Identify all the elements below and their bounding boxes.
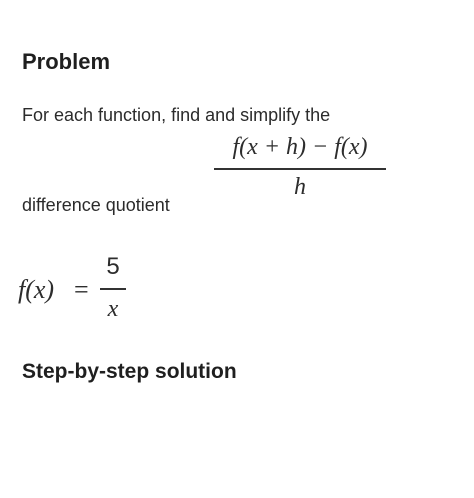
difference-quotient-fraction-bar [214,168,386,170]
problem-heading: Problem [22,49,111,74]
difference-quotient-label: difference quotient [22,195,170,215]
difference-quotient-denominator: h [294,174,306,200]
function-equals-sign: = [74,275,89,304]
function-lhs: f(x) [18,275,55,304]
function-numerator: 5 [106,253,120,280]
difference-quotient-numerator: f(x + h) − f(x) [232,134,368,160]
function-denominator: x [107,296,119,322]
solution-heading: Step-by-step solution [22,360,237,383]
problem-instruction: For each function, find and simplify the [22,105,331,125]
function-fraction-bar [100,288,126,290]
